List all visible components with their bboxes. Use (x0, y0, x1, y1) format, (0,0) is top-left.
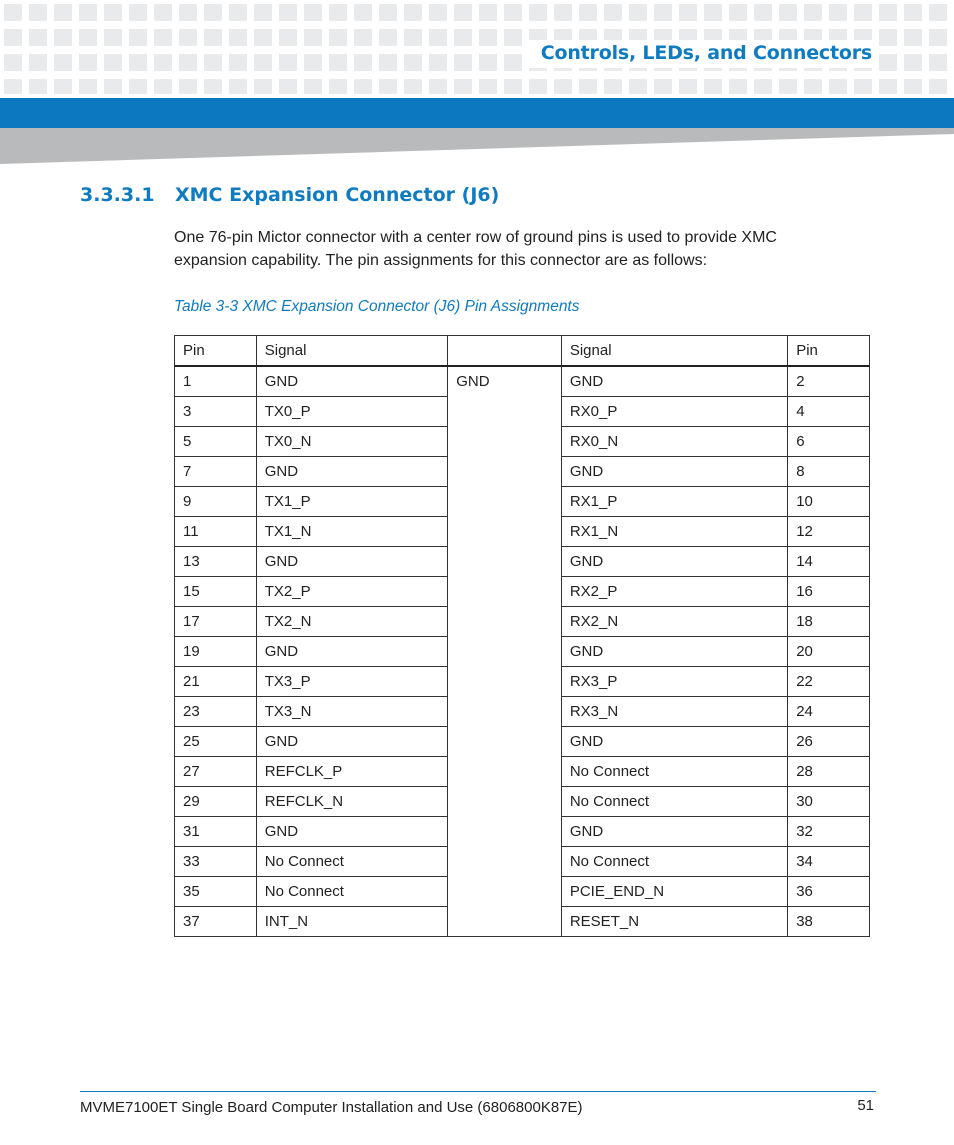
pin-left-cell: 15 (175, 577, 257, 607)
header-signal-right: Signal (561, 336, 787, 367)
signal-left-cell: TX1_N (256, 517, 447, 547)
pin-left-cell: 5 (175, 427, 257, 457)
signal-right-cell: No Connect (561, 847, 787, 877)
table-caption: Table 3-3 XMC Expansion Connector (J6) Pin Assignments (174, 298, 580, 315)
signal-left-cell: GND (256, 457, 447, 487)
pin-right-cell: 24 (788, 697, 870, 727)
signal-right-cell: RX1_P (561, 487, 787, 517)
pin-assignment-table (174, 335, 870, 937)
pin-left-cell: 33 (175, 847, 257, 877)
pin-right-cell: 36 (788, 877, 870, 907)
pin-left-cell: 17 (175, 607, 257, 637)
intro-paragraph: One 76-pin Mictor connector with a center row of ground pins is used to provide XMC expansion capability. The pin assignments for this connector are as follows: (174, 229, 777, 269)
pin-left-cell: 19 (175, 637, 257, 667)
pin-left-cell: 11 (175, 517, 257, 547)
pin-right-cell: 30 (788, 787, 870, 817)
pin-right-cell: 6 (788, 427, 870, 457)
footer-document-title: MVME7100ET Single Board Computer Installation and Use (6806800K87E) (80, 1099, 583, 1116)
signal-right-cell: GND (561, 366, 787, 397)
section-heading (80, 184, 499, 206)
pin-left-cell: 35 (175, 877, 257, 907)
signal-right-cell: RX3_N (561, 697, 787, 727)
signal-right-cell: PCIE_END_N (561, 877, 787, 907)
section-title: XMC Expansion Connector (J6) (175, 184, 500, 206)
pin-right-cell: 28 (788, 757, 870, 787)
pin-right-cell: 8 (788, 457, 870, 487)
page-number: 51 (857, 1097, 874, 1114)
pin-right-cell: 18 (788, 607, 870, 637)
signal-left-cell: No Connect (256, 877, 447, 907)
signal-right-cell: RX2_N (561, 607, 787, 637)
signal-right-cell: No Connect (561, 787, 787, 817)
pin-right-cell: 38 (788, 907, 870, 937)
signal-right-cell: RX0_P (561, 397, 787, 427)
pin-left-cell: 27 (175, 757, 257, 787)
pin-right-cell: 14 (788, 547, 870, 577)
signal-left-cell: No Connect (256, 847, 447, 877)
pin-right-cell: 26 (788, 727, 870, 757)
signal-left-cell: GND (256, 727, 447, 757)
pin-right-cell: 22 (788, 667, 870, 697)
signal-right-cell: RX3_P (561, 667, 787, 697)
pin-right-cell: 12 (788, 517, 870, 547)
header-blue-band (0, 98, 954, 128)
pin-right-cell: 32 (788, 817, 870, 847)
pin-left-cell: 25 (175, 727, 257, 757)
footer-rule (80, 1091, 876, 1092)
signal-left-cell: TX3_N (256, 697, 447, 727)
pin-left-cell: 29 (175, 787, 257, 817)
pin-left-cell: 1 (175, 366, 257, 397)
signal-right-cell: RX1_N (561, 517, 787, 547)
table-body (175, 366, 870, 937)
signal-left-cell: TX2_N (256, 607, 447, 637)
signal-right-cell: GND (561, 547, 787, 577)
pin-right-cell: 10 (788, 487, 870, 517)
header-pin-right: Pin (788, 336, 870, 367)
signal-left-cell: TX0_P (256, 397, 447, 427)
signal-right-cell: GND (561, 817, 787, 847)
table-row (175, 366, 870, 397)
signal-right-cell: No Connect (561, 757, 787, 787)
signal-left-cell: GND (256, 547, 447, 577)
signal-left-cell: TX1_P (256, 487, 447, 517)
header-gray-wedge (0, 128, 954, 164)
header-pin-left: Pin (175, 336, 257, 367)
signal-left-cell: REFCLK_P (256, 757, 447, 787)
signal-left-cell: GND (256, 637, 447, 667)
signal-right-cell: GND (561, 727, 787, 757)
pin-right-cell: 16 (788, 577, 870, 607)
signal-left-cell: GND (256, 817, 447, 847)
table-header-row (175, 336, 870, 367)
pin-right-cell: 2 (788, 366, 870, 397)
signal-left-cell: TX3_P (256, 667, 447, 697)
pin-left-cell: 37 (175, 907, 257, 937)
section-number: 3.3.3.1 (80, 184, 155, 206)
signal-left-cell: TX2_P (256, 577, 447, 607)
signal-right-cell: RESET_N (561, 907, 787, 937)
header-signal-left: Signal (256, 336, 447, 367)
signal-right-cell: GND (561, 637, 787, 667)
pin-left-cell: 3 (175, 397, 257, 427)
pin-left-cell: 9 (175, 487, 257, 517)
pin-left-cell: 21 (175, 667, 257, 697)
pin-right-cell: 4 (788, 397, 870, 427)
pin-left-cell: 7 (175, 457, 257, 487)
center-ground-cell: GND (448, 366, 562, 937)
signal-left-cell: INT_N (256, 907, 447, 937)
signal-left-cell: GND (256, 366, 447, 397)
pin-left-cell: 23 (175, 697, 257, 727)
header-center (448, 336, 562, 367)
signal-right-cell: GND (561, 457, 787, 487)
pin-right-cell: 34 (788, 847, 870, 877)
signal-right-cell: RX0_N (561, 427, 787, 457)
chapter-title: Controls, LEDs, and Connectors (527, 40, 872, 68)
pin-left-cell: 31 (175, 817, 257, 847)
pin-right-cell: 20 (788, 637, 870, 667)
signal-left-cell: REFCLK_N (256, 787, 447, 817)
pin-left-cell: 13 (175, 547, 257, 577)
signal-right-cell: RX2_P (561, 577, 787, 607)
signal-left-cell: TX0_N (256, 427, 447, 457)
